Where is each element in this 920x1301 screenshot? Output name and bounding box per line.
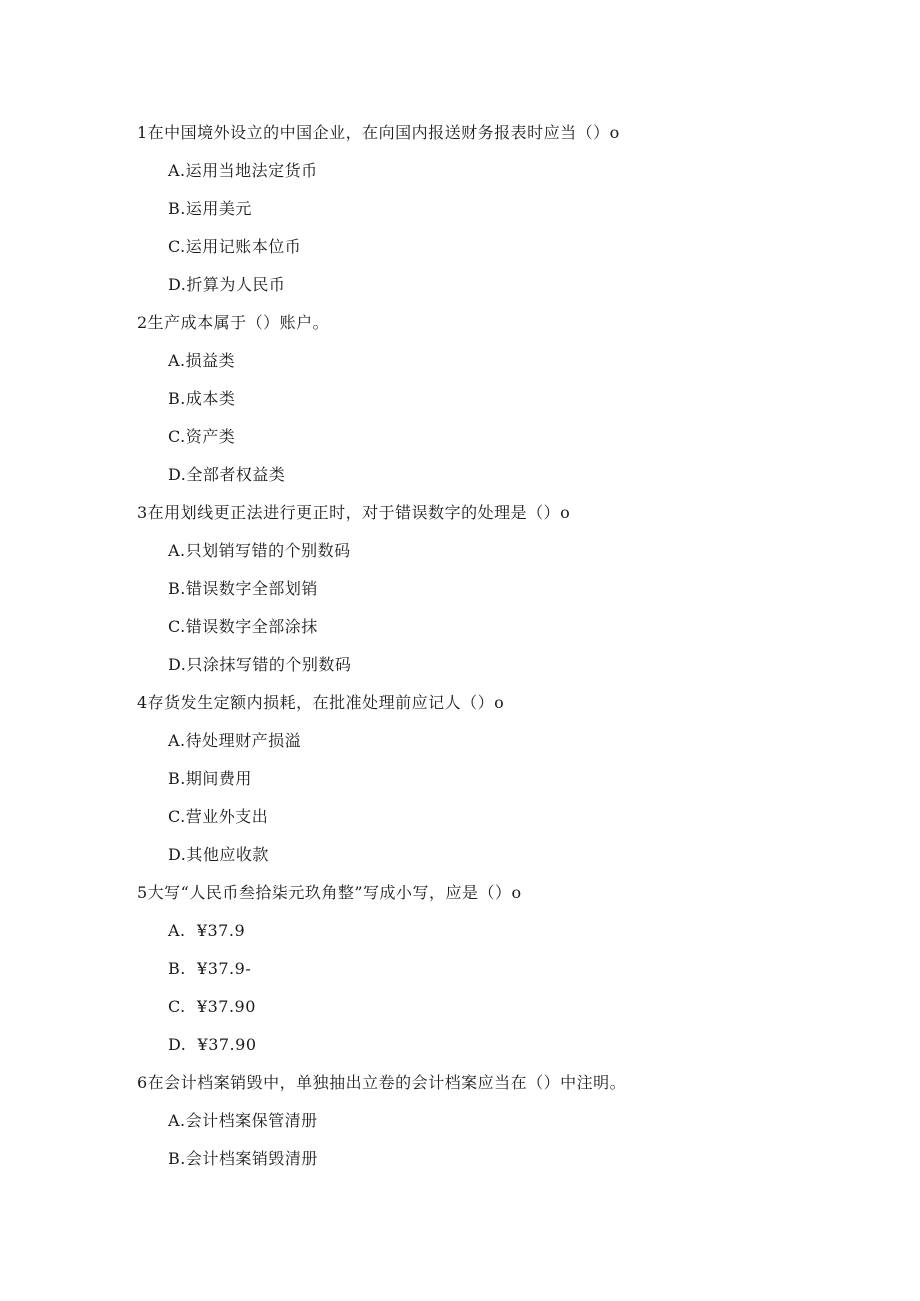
option-b: B.期间费用 — [168, 769, 252, 788]
option-b: B.会计档案销毁清册 — [168, 1149, 318, 1168]
option-d: D.只涂抹写错的个别数码 — [168, 655, 352, 674]
option-a: A.会计档案保管清册 — [168, 1111, 318, 1130]
question-stem: 2生产成本属于（）账户。 — [137, 313, 330, 332]
option-d: D. ¥37.90 — [168, 1035, 257, 1054]
question-3 — [137, 494, 877, 684]
option-c: C. ¥37.90 — [168, 997, 256, 1016]
option-a: A.损益类 — [168, 351, 236, 370]
option-c: C.错误数字全部涂抹 — [168, 617, 318, 636]
question-stem: 5大写“人民币叁拾柒元玖角整”写成小写，应是（）o — [137, 883, 522, 902]
question-stem: 4存货发生定额内损耗，在批准处理前应记人（）o — [137, 693, 505, 712]
question-5 — [137, 874, 877, 1064]
option-a: A.待处理财产损溢 — [168, 731, 302, 750]
question-stem: 1在中国境外设立的中国企业，在向国内报送财务报表时应当（）o — [137, 123, 620, 142]
option-a: A.运用当地法定货币 — [168, 161, 318, 180]
option-c: C.营业外支出 — [168, 807, 269, 826]
question-1 — [137, 114, 877, 304]
option-b: B. ¥37.9- — [168, 959, 252, 978]
option-b: B.错误数字全部划销 — [168, 579, 318, 598]
option-b: B.运用美元 — [168, 199, 252, 218]
question-stem: 3在用划线更正法进行更正时，对于错误数字的处理是（）o — [137, 503, 571, 522]
question-6 — [137, 1064, 877, 1178]
option-d: D.其他应收款 — [168, 845, 269, 864]
option-a: A.只划销写错的个别数码 — [168, 541, 351, 560]
question-4 — [137, 684, 877, 874]
option-c: C.运用记账本位币 — [168, 237, 302, 256]
option-b: B.成本类 — [168, 389, 236, 408]
question-stem: 6在会计档案销毁中，单独抽出立卷的会计档案应当在（）中注明。 — [137, 1073, 627, 1092]
question-2 — [137, 304, 877, 494]
question-list — [137, 114, 877, 1178]
option-d: D.折算为人民币 — [168, 275, 286, 294]
option-a: A. ¥37.9 — [168, 921, 246, 940]
option-c: C.资产类 — [168, 427, 236, 446]
option-d: D.全部者权益类 — [168, 465, 286, 484]
